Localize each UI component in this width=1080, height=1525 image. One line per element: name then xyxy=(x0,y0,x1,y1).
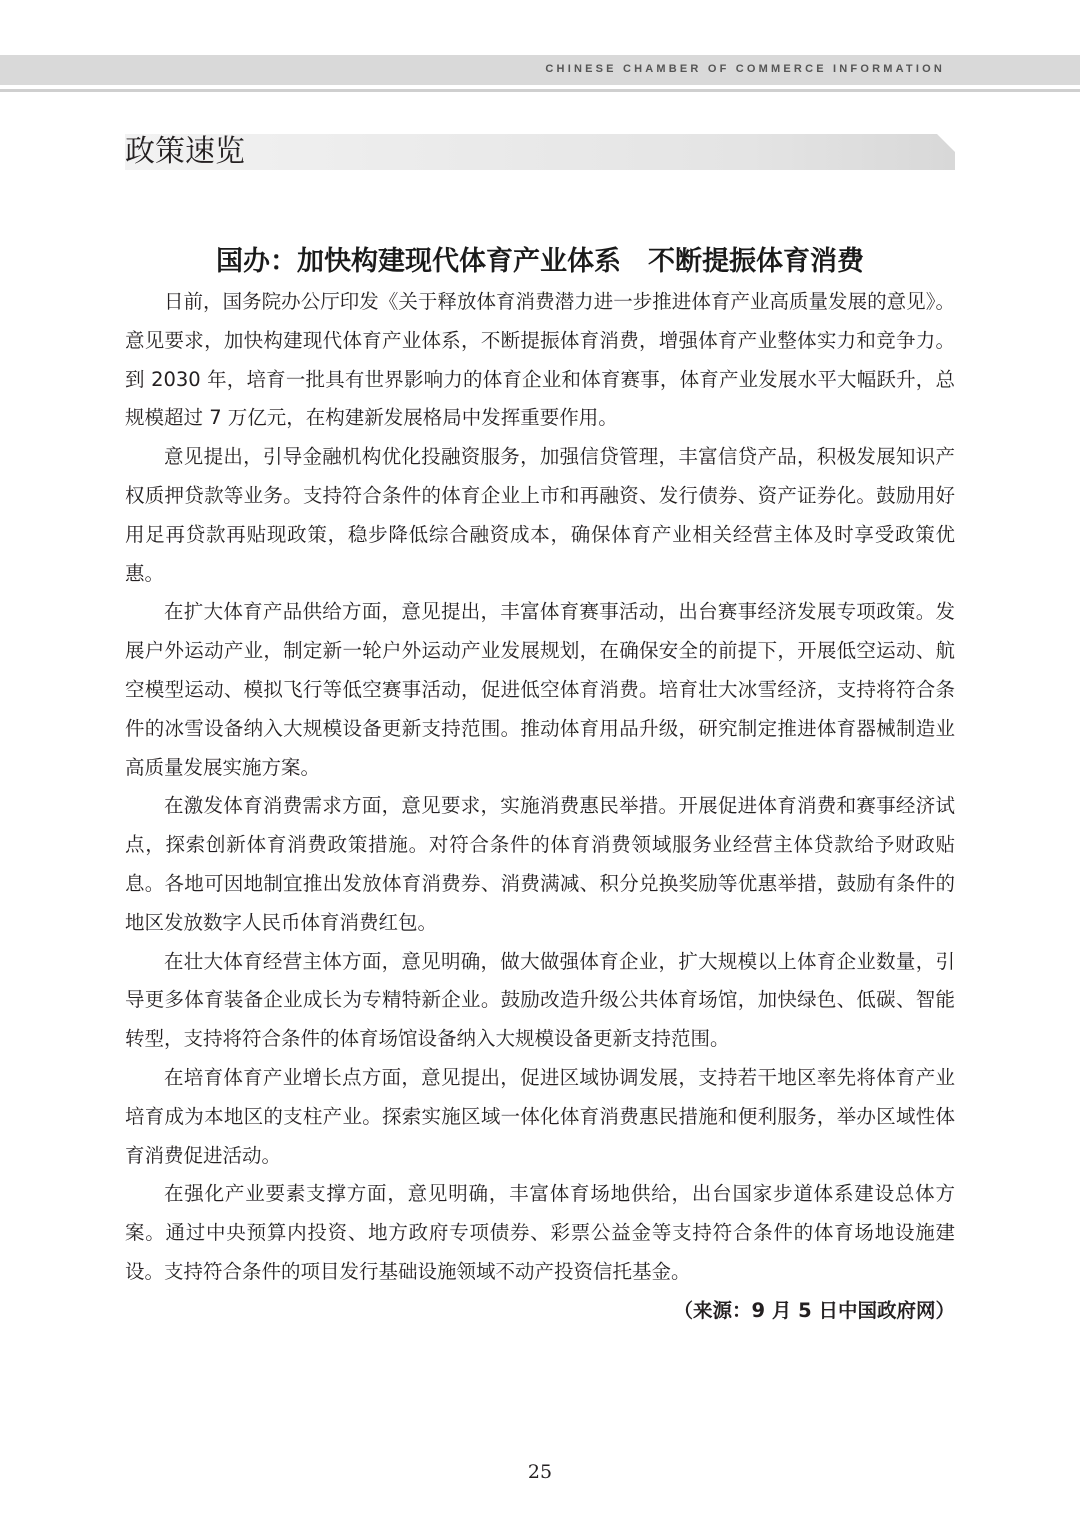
article-body xyxy=(125,283,955,1331)
article-paragraph: 在激发体育消费需求方面，意见要求，实施消费惠民举措。开展促进体育消费和赛事经济试点，探索创新体育消费政策措施。对符合条件的体育消费领域服务业经营主体贷款给予财政贴息。各地可因地制宜推出发放体育消费券、消费满减、积分兑换奖励等优惠举措，鼓励有条件的地区发放数字人民币体育消费红包。 xyxy=(125,794,955,934)
article-source: （来源：9 月 5 日中国政府网） xyxy=(673,1298,955,1322)
article-paragraph: 意见提出，引导金融机构优化投融资服务，加强信贷管理，丰富信贷产品，积极发展知识产权质押贷款等业务。支持符合条件的体育企业上市和再融资、发行债券、资产证券化。鼓励用好用足再贷款再贴现政策，稳步降低综合融资成本，确保体育产业相关经营主体及时享受政策优惠。 xyxy=(125,445,955,585)
article-paragraph: 在壮大体育经营主体方面，意见明确，做大做强体育企业，扩大规模以上体育企业数量，引导更多体育装备企业成长为专精特新企业。鼓励改造升级公共体育场馆，加快绿色、低碳、智能转型，支持将符合条件的体育场馆设备纳入大规模设备更新支持范围。 xyxy=(125,949,955,1051)
page-number: 25 xyxy=(527,1461,553,1483)
article-title: 国办：加快构建现代体育产业体系 不断提振体育消费 xyxy=(216,246,864,278)
article-paragraph: 在强化产业要素支撑方面，意见明确，丰富体育场地供给，出台国家步道体系建设总体方案。通过中央预算内投资、地方政府专项债券、彩票公益金等支持符合条件的体育场地设施建设。支持符合条件的项目发行基础设施领域不动产投资信托基金。 xyxy=(125,1182,955,1283)
article-paragraph: 在培育体育产业增长点方面，意见提出，促进区域协调发展，支持若干地区率先将体育产业培育成为本地区的支柱产业。探索实施区域一体化体育消费惠民措施和便利服务，举办区域性体育消费促进活动。 xyxy=(125,1065,955,1167)
section-banner xyxy=(125,134,955,170)
section-title: 政策速览 xyxy=(125,134,245,169)
article-paragraph: 在扩大体育产品供给方面，意见提出，丰富体育赛事活动，出台赛事经济发展专项政策。发展户外运动产业，制定新一轮户外运动产业发展规划，在确保安全的前提下，开展低空运动、航空模型运动、模拟飞行等低空赛事活动，促进低空体育消费。培育壮大冰雪经济，支持将符合条件的冰雪设备纳入大规模设备更新支持范围。推动体育用品升级，研究制定推进体育器械制造业高质量发展实施方案。 xyxy=(125,600,955,779)
publication-name: CHINESE CHAMBER OF COMMERCE INFORMATION xyxy=(545,63,945,75)
article-paragraph: 日前，国务院办公厅印发《关于释放体育消费潜力进一步推进体育产业高质量发展的意见》。意见要求，加快构建现代体育产业体系，不断提振体育消费，增强体育产业整体实力和竞争力。到 2030 年，培育一批具有世界影响力的体育企业和体育赛事，体育产业发展水平大幅跃升，总规模超过 7 万亿元，在构建新发展格局中发挥重要作用。 xyxy=(125,290,955,430)
header-rule xyxy=(0,89,1080,92)
